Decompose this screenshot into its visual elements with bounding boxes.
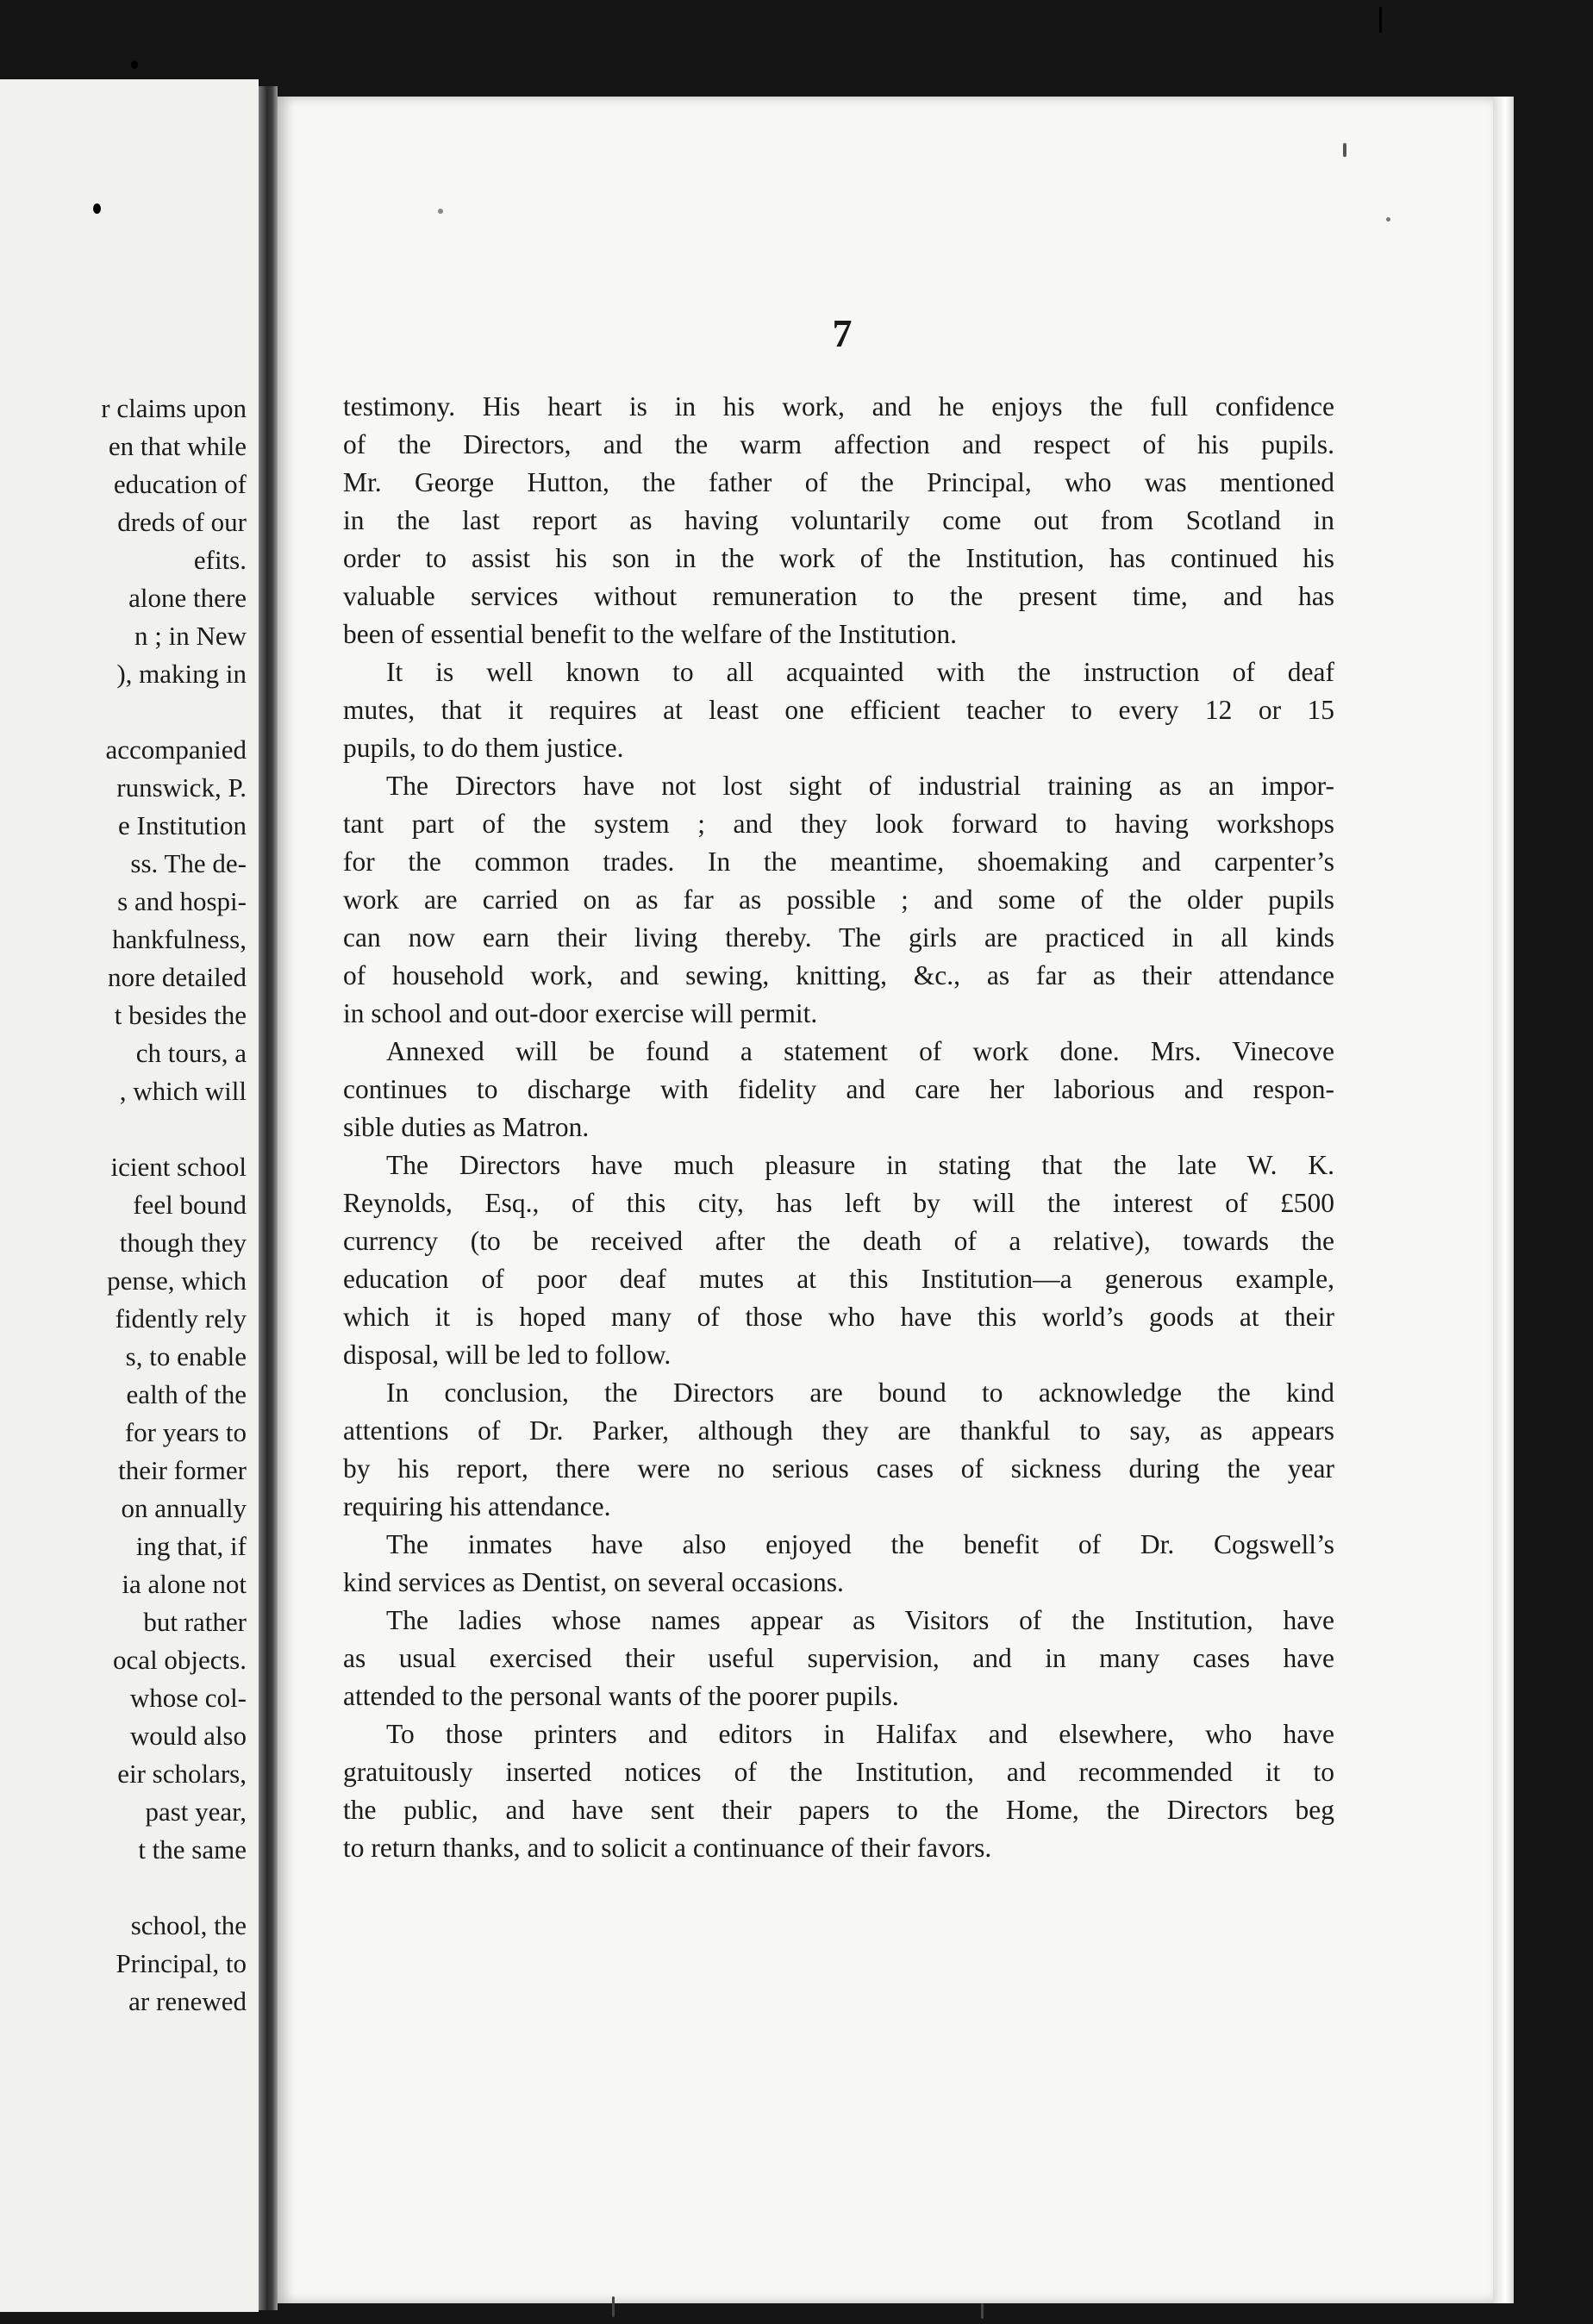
- scan-speck: [438, 209, 443, 214]
- left-page-line: t the same: [138, 1834, 247, 1865]
- left-page-line: past year,: [145, 1796, 247, 1827]
- scan-speck: [981, 2303, 984, 2319]
- left-page-line: en that while: [108, 431, 247, 461]
- left-page-line: [0, 693, 259, 731]
- left-page-line: s, to enable: [125, 1341, 247, 1371]
- text-line: to return thanks, and to solicit a continuance of their favors.: [343, 1833, 992, 1863]
- text-line: The Directors have much pleasure in stating that the late W. K.: [386, 1150, 1334, 1180]
- text-line: requiring his attendance.: [343, 1491, 611, 1521]
- left-page-line: ss. The de-: [130, 848, 247, 878]
- left-page-line: pense, which: [107, 1265, 247, 1296]
- text-line: sible duties as Matron.: [343, 1112, 590, 1142]
- text-line: tant part of the system ; and they look forward to having workshops: [343, 809, 1334, 839]
- text-line: Annexed will be found a statement of work done. Mrs. Vinecove: [386, 1036, 1334, 1066]
- text-line: The ladies whose names appear as Visitors of the Institution, have: [386, 1605, 1334, 1635]
- text-line: of household work, and sewing, knitting, &c., as far as their attendance: [343, 960, 1334, 990]
- left-page-line: education of: [113, 469, 247, 499]
- text-line: in the last report as having voluntarily come out from Scotland in: [343, 505, 1334, 535]
- left-page-line: eir scholars,: [117, 1759, 247, 1789]
- left-page-line: Principal, to: [116, 1948, 247, 1978]
- text-line: currency (to be received after the death of a relative), towards the: [343, 1226, 1334, 1256]
- scan-speck: [93, 203, 101, 214]
- left-page-line: would also: [129, 1721, 247, 1751]
- left-page-line: runswick, P.: [116, 772, 247, 803]
- left-page-line: whose col-: [129, 1683, 247, 1713]
- left-page-line: hankfulness,: [112, 924, 247, 954]
- text-line: the public, and have sent their papers to the Home, the Directors beg: [343, 1795, 1334, 1825]
- text-line: Mr. George Hutton, the father of the Principal, who was mentioned: [343, 467, 1334, 497]
- text-line: kind services as Dentist, on several occasions.: [343, 1567, 844, 1597]
- left-page-line: alone there: [128, 583, 247, 613]
- text-line: mutes, that it requires at least one efficient teacher to every 12 or 15: [343, 695, 1334, 725]
- page-number: 7: [832, 311, 853, 355]
- text-line: testimony. His heart is in his work, and he enjoys the full confidence: [343, 391, 1334, 422]
- left-page-line: icient school: [110, 1152, 247, 1182]
- left-page-line: ar renewed: [128, 1986, 247, 2016]
- left-page-line: [0, 1869, 259, 1907]
- text-line: work are carried on as far as possible ; and some of the older pupils: [343, 884, 1334, 915]
- text-line: In conclusion, the Directors are bound to acknowledge the kind: [386, 1378, 1334, 1408]
- text-line: for the common trades. In the meantime, shoemaking and carpenter’s: [343, 847, 1334, 877]
- left-page-line: feel bound: [133, 1190, 247, 1220]
- left-page-line: for years to: [124, 1417, 247, 1447]
- page-edge: [1493, 97, 1514, 2303]
- left-page-line: e Institution: [118, 810, 247, 840]
- left-page-line: dreds of our: [117, 507, 247, 537]
- text-line: attended to the personal wants of the poorer pupils.: [343, 1681, 899, 1711]
- left-page-line: school, the: [130, 1910, 247, 1940]
- text-line: order to assist his son in the work of the Institution, has continued his: [343, 543, 1334, 573]
- text-line: The Directors have not lost sight of industrial training as an impor-: [386, 771, 1334, 801]
- text-line: The inmates have also enjoyed the benefit of Dr. Cogswell’s: [386, 1529, 1334, 1559]
- left-page-line: their former: [118, 1455, 247, 1485]
- text-line: gratuitously inserted notices of the Institution, and recommended it to: [343, 1757, 1334, 1787]
- scan-speck: [131, 60, 138, 69]
- left-page-line: ), making in: [116, 659, 247, 689]
- left-page-line: ia alone not: [122, 1569, 247, 1599]
- left-page-line: nore detailed: [108, 962, 247, 992]
- scan-speck: [1386, 217, 1390, 222]
- left-page-line: ocal objects.: [113, 1645, 247, 1675]
- text-line: disposal, will be led to follow.: [343, 1340, 672, 1370]
- left-page-line: though they: [119, 1228, 247, 1258]
- left-page: [0, 79, 259, 2312]
- scan-speck: [1343, 143, 1346, 157]
- left-page-line: fidently rely: [115, 1303, 247, 1334]
- text-line: in school and out-door exercise will permit.: [343, 998, 818, 1028]
- left-page-line: r claims upon: [101, 393, 247, 423]
- left-page-line: n ; in New: [134, 621, 247, 651]
- text-line: education of poor deaf mutes at this Institution—a generous example,: [343, 1264, 1334, 1294]
- text-line: Reynolds, Esq., of this city, has left by will the interest of £500: [343, 1188, 1334, 1218]
- left-page-line: but rather: [143, 1607, 247, 1637]
- text-line: pupils, to do them justice.: [343, 733, 624, 763]
- left-page-line: ch tours, a: [135, 1038, 247, 1068]
- left-page-line: t besides the: [114, 1000, 247, 1030]
- scan-speck: [612, 2296, 615, 2317]
- left-page-line: ealth of the: [126, 1379, 247, 1409]
- text-line: valuable services without remuneration to the present time, and has: [343, 581, 1334, 611]
- text-line: by his report, there were no serious cases of sickness during the year: [343, 1453, 1334, 1484]
- text-line: can now earn their living thereby. The girls are practiced in all kinds: [343, 922, 1334, 953]
- text-line: continues to discharge with fidelity and care her laborious and respon-: [343, 1074, 1334, 1104]
- text-line: It is well known to all acquainted with the instruction of deaf: [386, 657, 1334, 687]
- text-line: of the Directors, and the warm affection and respect of his pupils.: [343, 429, 1334, 459]
- text-line: been of essential benefit to the welfare of the Institution.: [343, 619, 958, 649]
- left-page-line: [0, 1110, 259, 1148]
- left-page-text: [0, 79, 259, 2312]
- text-line: as usual exercised their useful supervision, and in many cases have: [343, 1643, 1334, 1673]
- text-line: attentions of Dr. Parker, although they are thankful to say, as appears: [343, 1415, 1334, 1446]
- text-line: which it is hoped many of those who have this world’s goods at their: [343, 1302, 1334, 1332]
- book-gutter: [259, 86, 278, 2310]
- left-page-line: s and hospi-: [117, 886, 247, 916]
- left-page-line: , which will: [119, 1076, 247, 1106]
- left-page-line: on annually: [121, 1493, 247, 1523]
- scan-speck: [1379, 7, 1382, 33]
- text-line: To those printers and editors in Halifax and elsewhere, who have: [386, 1719, 1334, 1749]
- left-page-line: ing that, if: [135, 1531, 247, 1561]
- left-page-line: accompanied: [105, 734, 247, 765]
- left-page-line: efits.: [193, 545, 247, 575]
